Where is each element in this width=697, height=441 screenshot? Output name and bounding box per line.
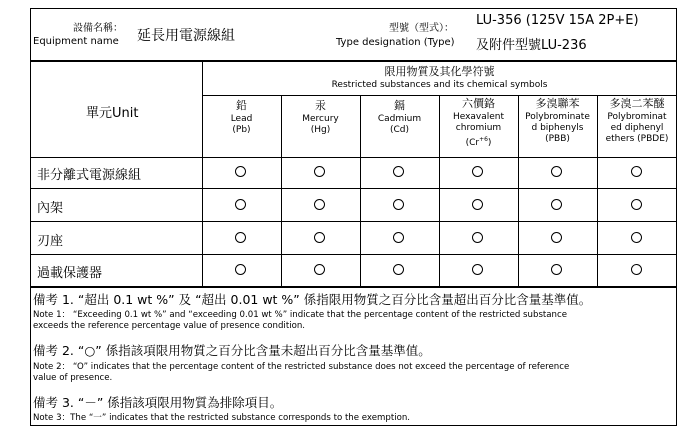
column-header-symbol: (Hg) bbox=[310, 125, 331, 135]
note2-zh: 備考 2. “○” 係指該項限用物質之百分比含量未超出百分比含量基準值。 bbox=[33, 343, 431, 358]
unit-header: 單元Unit bbox=[86, 106, 139, 121]
compliance-mark bbox=[393, 199, 404, 210]
column-header-symbol: ethers (PBDE) bbox=[605, 134, 669, 144]
note1-en-line2: exceeds the reference percentage value of presence condition. bbox=[33, 321, 306, 331]
compliance-mark bbox=[631, 166, 642, 177]
substances-title-en: Restricted substances and its chemical symbols bbox=[331, 80, 548, 90]
row-label: 過載保護器 bbox=[37, 266, 103, 281]
column-header-en: Mercury bbox=[302, 114, 339, 124]
compliance-mark bbox=[551, 199, 562, 210]
compliance-mark bbox=[631, 264, 642, 275]
device-name-label-zh: 設備名稱： bbox=[73, 23, 123, 34]
note3-zh: 備考 3. “－” 係指該項限用物質為排除項目。 bbox=[33, 395, 283, 410]
compliance-mark bbox=[393, 264, 404, 275]
column-header-zh: 多溴二苯醚 bbox=[609, 97, 665, 110]
column-header-symbol: (Cd) bbox=[389, 125, 410, 135]
note2-en-line2: value of presence. bbox=[33, 373, 113, 383]
row-divider bbox=[30, 188, 677, 189]
row-divider bbox=[30, 254, 677, 255]
substances-title-zh: 限用物質及其化學符號 bbox=[384, 65, 495, 78]
column-header-mercury bbox=[281, 99, 360, 136]
model-value-line1: LU-356 (125V 15A 2P+E) bbox=[476, 13, 639, 28]
notes-divider bbox=[30, 286, 677, 288]
compliance-mark bbox=[472, 264, 483, 275]
column-header-en: chromium bbox=[455, 123, 502, 133]
compliance-mark bbox=[393, 232, 404, 243]
compliance-mark bbox=[631, 232, 642, 243]
column-header-en: d biphenyls bbox=[531, 123, 584, 133]
column-header-symbol: (PBB) bbox=[545, 134, 570, 144]
note1-en-line1: Note 1： “Exceeding 0.1 wt %” and “exceeding 0.01 wt %” indicate that the percentage content of the restricted substance bbox=[33, 310, 568, 320]
compliance-mark bbox=[314, 199, 325, 210]
column-header-hexavalent-chromium bbox=[439, 97, 518, 149]
compliance-mark bbox=[235, 166, 246, 177]
column-divider bbox=[202, 60, 203, 286]
column-header-zh: 鉛 bbox=[236, 99, 247, 112]
compliance-mark bbox=[235, 199, 246, 210]
compliance-mark bbox=[235, 232, 246, 243]
row-label: 非分離式電源線組 bbox=[37, 168, 142, 183]
note2-en-line1: Note 2： “O” indicates that the percentage content of the restricted substance does not exceed the percentage of reference bbox=[33, 362, 570, 372]
compliance-mark bbox=[472, 232, 483, 243]
compliance-mark bbox=[393, 166, 404, 177]
compliance-mark bbox=[235, 264, 246, 275]
row-label: 內架 bbox=[37, 201, 64, 216]
row-label: 刃座 bbox=[37, 234, 64, 249]
device-name-label-en: Equipment name bbox=[33, 36, 119, 47]
column-header-en: Cadmium bbox=[377, 114, 422, 124]
model-value-line2: 及附件型號LU-236 bbox=[476, 38, 587, 53]
column-header-en: ed diphenyl bbox=[610, 123, 664, 133]
compliance-mark bbox=[472, 199, 483, 210]
row-divider bbox=[30, 157, 677, 158]
column-header-zh: 多溴聯苯 bbox=[535, 97, 580, 110]
model-label-en: Type designation (Type) bbox=[336, 37, 455, 48]
compliance-mark bbox=[551, 166, 562, 177]
compliance-mark bbox=[472, 166, 483, 177]
column-header-zh: 六價鉻 bbox=[462, 97, 495, 110]
column-header-en: Polybrominat bbox=[607, 112, 667, 122]
column-header-en: Polybrominate bbox=[525, 112, 590, 122]
compliance-mark bbox=[314, 166, 325, 177]
device-name-value: 延長用電源線組 bbox=[137, 28, 235, 44]
column-header-symbol: (Pb) bbox=[232, 125, 251, 135]
row-divider bbox=[30, 221, 677, 222]
column-header-en: Hexavalent bbox=[452, 112, 505, 122]
note3-en: Note 3：The “一” indicates that the restricted substance corresponds to the exemption. bbox=[33, 413, 411, 423]
column-header-pbb bbox=[518, 97, 597, 145]
header-divider bbox=[30, 60, 677, 62]
compliance-mark bbox=[314, 264, 325, 275]
column-header-zh: 鎘 bbox=[394, 99, 405, 112]
column-header-cadmium bbox=[360, 99, 439, 136]
compliance-mark bbox=[314, 232, 325, 243]
note1-zh: 備考 1. “超出 0.1 wt %” 及 “超出 0.01 wt %” 係指限用物質之百分比含量超出百分比含量基準值。 bbox=[33, 292, 592, 307]
model-label-zh: 型號（型式）： bbox=[389, 23, 454, 34]
compliance-mark bbox=[551, 264, 562, 275]
column-header-symbol: $(Cr^{+6})$ bbox=[465, 136, 492, 148]
column-header-zh: 汞 bbox=[315, 99, 326, 112]
column-header-pbde bbox=[597, 97, 677, 145]
column-header-en: Lead bbox=[230, 114, 253, 124]
compliance-mark bbox=[551, 232, 562, 243]
compliance-mark bbox=[631, 199, 642, 210]
column-header-lead bbox=[202, 99, 281, 136]
